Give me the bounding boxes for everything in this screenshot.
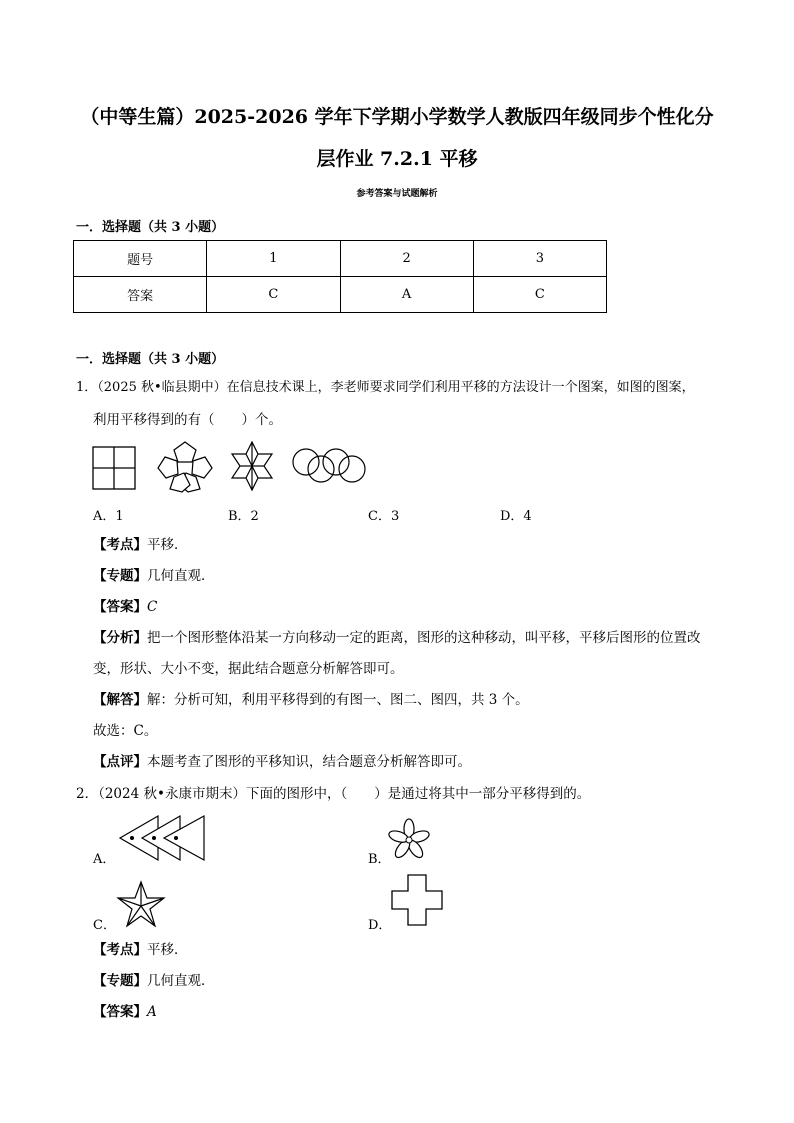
zhuanti-text: 几何直观． [147, 568, 215, 584]
q2-daan [93, 1002, 157, 1022]
zhuanti-text: 几何直观． [147, 973, 215, 989]
document-subtitle: 参考答案与试题解析 [356, 189, 438, 199]
dianping-text: 本题考查了图形的平移知识，结合题意分析解答即可。 [147, 754, 471, 770]
q1-jieda [93, 690, 529, 710]
figure-pentagon-ring [156, 440, 214, 492]
table-cell: C [207, 277, 340, 313]
q1-fenxi-line2: 变，形状、大小不变，据此结合题意分析解答即可。 [93, 661, 404, 677]
figure-six-rhombus-star [229, 440, 275, 492]
q1-option-a: A．1 [93, 509, 124, 524]
answer-table [73, 240, 607, 313]
zhuanti-tag: 【专题】 [93, 973, 147, 989]
answer-table-row-numbers [74, 241, 607, 277]
q1-option-d: D．4 [500, 509, 532, 524]
figure-three-triangles [116, 814, 208, 862]
fenxi-tag: 【分析】 [93, 630, 147, 646]
figure-olympic-rings [290, 447, 370, 485]
q2-option-d-label: D． [368, 918, 392, 933]
figure-four-squares [92, 446, 136, 490]
table-header-number: 题号 [74, 241, 207, 277]
q1-option-b: B．2 [228, 509, 259, 524]
q1-stem-line1: 1．（2025 秋•临县期中）在信息技术课上，李老师要求同学们利用平移的方法设计一个图案，如图的图案， [76, 380, 695, 395]
q2-option-c-label: C． [93, 918, 116, 933]
q1-option-c: C．3 [368, 509, 400, 524]
q1-guxuan: 故选：C。 [93, 723, 158, 739]
figure-star [116, 880, 166, 930]
kaodian-tag: 【考点】 [93, 942, 147, 958]
kaodian-text: 平移． [147, 537, 188, 553]
zhuanti-tag: 【专题】 [93, 568, 147, 584]
daan-tag: 【答案】 [93, 1004, 147, 1020]
q1-zhuanti [93, 566, 215, 586]
q2-option-a-label: A． [93, 852, 116, 867]
table-cell: C [473, 277, 606, 313]
figure-flower [388, 818, 430, 862]
figure-cross [390, 873, 444, 927]
document-title-line2: 层作业 7.2.1 平移 [316, 148, 478, 170]
q1-dianping [93, 752, 471, 772]
daan-tag: 【答案】 [93, 599, 147, 615]
q1-kaodian [93, 535, 188, 555]
table-cell: 2 [340, 241, 473, 277]
q1-daan [93, 597, 157, 617]
q1-fenxi-line1 [93, 628, 701, 648]
dianping-tag: 【点评】 [93, 754, 147, 770]
kaodian-tag: 【考点】 [93, 537, 147, 553]
jieda-tag: 【解答】 [93, 692, 147, 708]
jieda-text: 解：分析可知，利用平移得到的有图一、图二、图四，共 3 个。 [147, 692, 529, 708]
q1-stem-line2: 利用平移得到的有（ ）个。 [93, 412, 282, 428]
kaodian-text: 平移． [147, 942, 188, 958]
fenxi-text: 把一个图形整体沿某一方向移动一定的距离，图形的这种移动，叫平移，平移后图形的位置改 [147, 630, 701, 646]
table-cell: A [340, 277, 473, 313]
table-cell: 3 [473, 241, 606, 277]
q2-option-b-label: B． [368, 852, 391, 867]
q2-kaodian [93, 940, 188, 960]
table-cell: 1 [207, 241, 340, 277]
q2-stem: 2．（2024 秋•永康市期末）下面的图形中，（ ）是通过将其中一部分平移得到的。 [76, 786, 591, 802]
q2-zhuanti [93, 971, 215, 991]
daan-text: C [147, 599, 158, 615]
answer-table-row-answers [74, 277, 607, 313]
table-header-answer: 答案 [74, 277, 207, 313]
section-heading-2: 一．选择题（共 3 小题） [76, 352, 225, 367]
section-heading-1: 一．选择题（共 3 小题） [76, 220, 225, 235]
document-title-line1: （中等生篇）2025-2026 学年下学期小学数学人教版四年级同步个性化分 [80, 106, 714, 128]
daan-text: A [147, 1004, 157, 1020]
